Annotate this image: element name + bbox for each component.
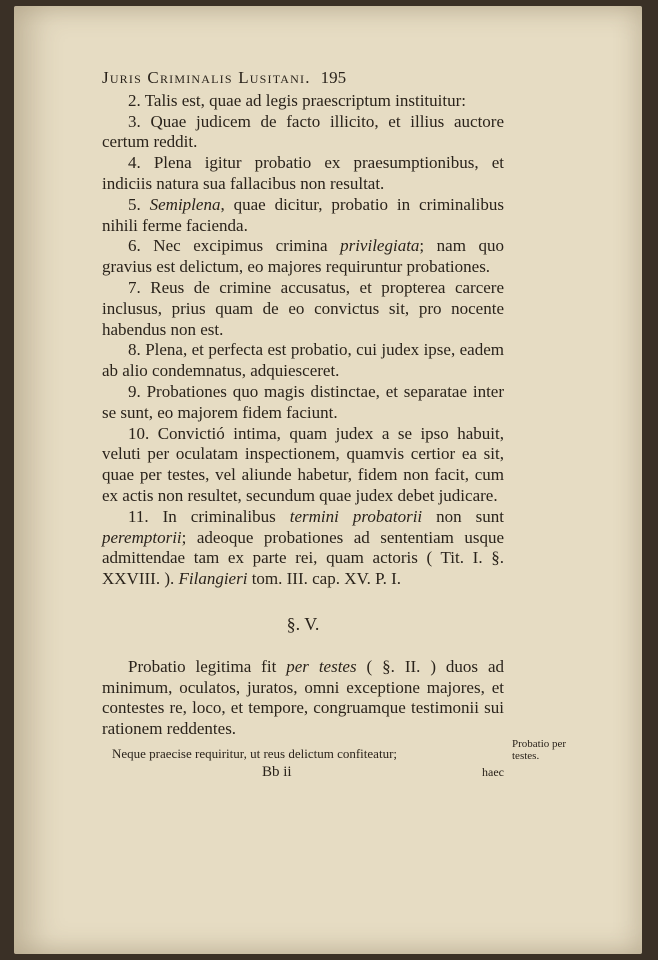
item-10: 10. Convictió intima, quam judex a se ipso habuit, veluti per oculatam inspectionem, quamvis certior ea sit, quae per testes, vel aliunde habetur, fidem non facit, cum ex actis non resultet, secundum quae judex debet judicare. bbox=[102, 423, 504, 505]
item-4: 4. Plena igitur probatio ex praesumptionibus, et indiciis natura sua fallacibus non resultat. bbox=[102, 153, 504, 193]
header-title: Juris Criminalis Lusitani. bbox=[102, 68, 311, 87]
running-header bbox=[102, 68, 504, 89]
page-text bbox=[102, 68, 504, 780]
item-3: 3. Quae judicem de facto illicito, et illius auctore certum reddit. bbox=[102, 111, 504, 152]
item-11: 11. In criminalibus termini probatorii non sunt peremptorii; adeoque probationes ad sententiam usque admittendae tam ex parte rei, quam actoris ( Tit. I. §. XXVIII. ). Filangieri tom. III. cap. XV. P. I. bbox=[102, 506, 504, 589]
book-page bbox=[14, 6, 642, 954]
margin-note: Probatio per testes. bbox=[512, 738, 567, 762]
footnote: Neque praecise requiritur, ut reus delictum confiteatur; bbox=[112, 745, 398, 761]
item-2: 2. Talis est, quae ad legis praescriptum instituitur: bbox=[128, 90, 466, 110]
item-8: 8. Plena, et perfecta est probatio, cui judex ipse, eadem ab alio condemnatus, adquiesceret. bbox=[102, 340, 504, 381]
signature-mark: Bb ii bbox=[262, 763, 292, 780]
catchword: haec bbox=[482, 764, 504, 779]
section-heading: §. V. bbox=[286, 613, 320, 634]
item-9: 9. Probationes quo magis distinctae, et separatae inter se sunt, eo majorem fidem faciunt. bbox=[102, 381, 505, 422]
page-number: 195 bbox=[320, 68, 347, 87]
item-7: 7. Reus de crimine accusatus, et propterea carcere inclusus, prius quam de eo convictus sit, pro nocente habendus non est. bbox=[102, 277, 504, 339]
item-5: 5. Semiplena, quae dicitur, probatio in criminalibus nihili ferme facienda. bbox=[102, 194, 505, 235]
section-paragraph: Probatio legitima fit per testes ( §. II. ) duos ad minimum, oculatos, juratos, omni exceptione majores, et contestes re, loco, et tempore, congruamque testimonii sui rationem reddentes. bbox=[102, 656, 505, 739]
page-footer bbox=[102, 762, 504, 780]
item-6: 6. Nec excipimus crimina privilegiata; nam quo gravius est delictum, eo majores requiruntur probationes. bbox=[102, 236, 504, 277]
